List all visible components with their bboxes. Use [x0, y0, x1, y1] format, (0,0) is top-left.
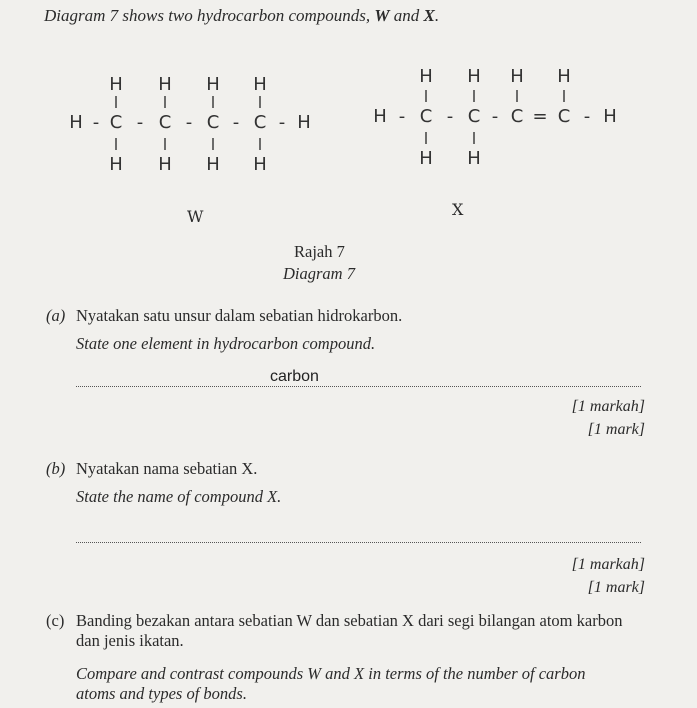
label-w: W: [187, 207, 204, 226]
structure-x: [364, 62, 634, 177]
atom-h: H: [158, 154, 172, 175]
atom-h: H: [557, 66, 571, 87]
caption-english: Diagram 7: [283, 264, 355, 283]
atom-h: H: [467, 66, 481, 87]
atom-h: H: [253, 74, 267, 95]
atom-h: H: [419, 66, 433, 87]
atom-c: C: [109, 112, 123, 133]
mark-b-english: [1 mark]: [587, 579, 645, 596]
intro-w: W: [374, 6, 390, 25]
atom-h: H: [603, 106, 617, 127]
bond-dash: -: [398, 106, 406, 127]
question-c-malay-line1: Banding bezakan antara sebatian W dan sebatian X dari segi bilangan atom karbon: [76, 611, 623, 630]
bond-dash: -: [446, 106, 454, 127]
atom-h: H: [253, 154, 267, 175]
intro-part: Diagram 7 shows two hydrocarbon compounds,: [44, 6, 375, 25]
intro-text: [44, 6, 439, 26]
answer-line-b: [76, 542, 641, 543]
answer-line-a: [76, 386, 641, 387]
atom-h: H: [206, 154, 220, 175]
bond-dash: -: [583, 106, 591, 127]
atom-c: C: [158, 112, 172, 133]
mark-b-malay: [1 markah]: [571, 556, 645, 573]
question-b-letter: (b): [46, 459, 66, 478]
atom-c: C: [467, 106, 481, 127]
bond-dash: -: [136, 112, 144, 133]
question-c-letter: (c): [46, 611, 65, 630]
atom-c: C: [206, 112, 220, 133]
question-b-malay: Nyatakan nama sebatian X.: [76, 459, 258, 478]
question-a-answer[interactable]: carbon: [270, 368, 319, 385]
question-c-english-line1: Compare and contrast compounds W and X in terms of the number of carbon: [76, 664, 586, 683]
label-x: X: [452, 200, 464, 219]
atom-h: H: [158, 74, 172, 95]
question-c-malay-line2: dan jenis ikatan.: [76, 631, 184, 650]
atom-c: C: [419, 106, 433, 127]
atom-h: H: [419, 148, 433, 169]
intro-and: and: [389, 6, 424, 25]
mark-a-malay: [1 markah]: [571, 398, 645, 415]
atom-c: C: [557, 106, 571, 127]
atom-c: C: [510, 106, 524, 127]
bond-dash: -: [232, 112, 240, 133]
question-a-english: State one element in hydrocarbon compound.: [76, 334, 376, 353]
atom-h: H: [69, 112, 83, 133]
bond-dash: -: [491, 106, 499, 127]
structure-w: [60, 72, 330, 182]
atom-h: H: [467, 148, 481, 169]
atom-h: H: [297, 112, 311, 133]
atom-h: H: [109, 154, 123, 175]
bond-dash: -: [92, 112, 100, 133]
mark-a-english: [1 mark]: [587, 421, 645, 438]
bond-dash: -: [185, 112, 193, 133]
intro-x: X: [423, 6, 435, 25]
atom-h: H: [206, 74, 220, 95]
question-c-english-line2: atoms and types of bonds.: [76, 684, 247, 703]
atom-h: H: [373, 106, 387, 127]
atom-c: C: [253, 112, 267, 133]
intro-period: .: [434, 6, 440, 25]
bond-dash: -: [278, 112, 286, 133]
question-b-english: State the name of compound X.: [76, 487, 282, 506]
atom-h: H: [510, 66, 524, 87]
question-a-letter: (a): [46, 306, 66, 325]
caption-malay: Rajah 7: [294, 242, 345, 261]
bond-double: =: [532, 106, 548, 127]
atom-h: H: [109, 74, 123, 95]
question-a-malay: Nyatakan satu unsur dalam sebatian hidrokarbon.: [76, 306, 403, 325]
